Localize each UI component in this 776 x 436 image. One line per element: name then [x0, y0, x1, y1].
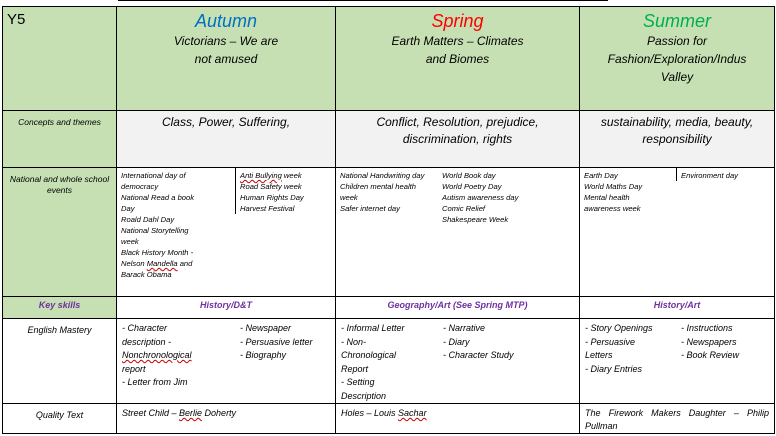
spring-concepts-line-1: Conflict, Resolution, prejudice, — [376, 115, 539, 129]
spring-topic-line-2: and Biomes — [425, 52, 490, 66]
event-item: Roald Dahl Day — [121, 215, 175, 224]
event-item — [240, 170, 333, 181]
english-item-spellcheck: Nonchronological — [122, 350, 192, 360]
spring-header — [336, 7, 580, 111]
english-item: - Biography — [240, 350, 287, 360]
english-item: - Character — [122, 323, 168, 333]
summer-topic-line-2: Fashion/Exploration/Indus — [607, 52, 747, 66]
summer-english-list-a — [580, 319, 676, 376]
event-item: Road Safety week — [240, 182, 302, 191]
autumn-quality-text — [117, 404, 336, 434]
event-item: Human Rights Day — [240, 193, 304, 202]
summer-english — [580, 319, 775, 404]
english-item: - Newspaper — [240, 323, 292, 333]
autumn-english — [117, 319, 336, 404]
event-item: World Maths Day — [584, 182, 643, 191]
event-item: Safer internet day — [340, 204, 400, 213]
events-label: National and whole school events — [3, 168, 117, 297]
autumn-key-skills: History/D&T — [117, 297, 336, 319]
spring-topic-line-1: Earth Matters – Climates — [391, 34, 524, 48]
english-item: - Setting — [341, 377, 375, 387]
event-item: National Read a book — [121, 193, 195, 202]
quality-text-line-1: The Firework Makers Daughter – Philip — [585, 408, 769, 418]
spring-title: Spring — [431, 11, 484, 31]
summer-concepts-line-1: sustainability, media, beauty, — [600, 115, 754, 129]
event-item: Shakespeare Week — [442, 215, 509, 224]
event-item: National Handwriting day — [340, 171, 425, 180]
english-item: - Diary — [443, 336, 470, 347]
spring-key-skills: Geography/Art (See Spring MTP) — [336, 297, 580, 319]
event-item: week — [340, 193, 358, 202]
event-item: World Poetry Day — [442, 182, 502, 191]
autumn-events-list-b — [235, 168, 335, 214]
summer-title: Summer — [642, 11, 711, 31]
curriculum-table — [2, 6, 775, 434]
event-item: Barack Obama — [121, 270, 172, 279]
quality-text-row — [3, 404, 775, 434]
summer-english-list-b — [676, 319, 774, 363]
event-item: Harvest Festival — [240, 204, 295, 213]
english-item: - Character Study — [443, 350, 514, 360]
spring-events — [336, 168, 580, 297]
event-item: Environment day — [681, 171, 738, 180]
event-text: and — [177, 259, 193, 268]
autumn-title: Autumn — [194, 11, 258, 31]
summer-quality-text — [580, 404, 775, 434]
english-item: - Narrative — [443, 323, 486, 333]
event-item: week — [121, 237, 139, 246]
english-item: - Story Openings — [585, 323, 653, 333]
quality-text-line-2: Pullman — [585, 421, 618, 431]
summer-topic-line-1: Passion for — [646, 34, 708, 48]
spring-english — [336, 319, 580, 404]
event-item: International day of — [121, 171, 186, 180]
quality-text-part: Holes – Louis — [341, 408, 399, 418]
english-item: report — [122, 363, 146, 374]
english-item: Description — [341, 390, 387, 401]
english-item: - Letter from Jim — [122, 377, 188, 387]
event-item: National Storytelling — [121, 226, 189, 235]
event-item: Autism awareness day — [442, 193, 519, 202]
event-item — [121, 258, 233, 269]
quality-text-spellcheck: Berlie — [179, 408, 203, 418]
english-item: description - — [122, 336, 172, 347]
spring-quality-text — [336, 404, 580, 434]
concepts-label: Concepts and themes — [3, 111, 117, 168]
spring-english-list-a — [336, 319, 438, 403]
event-text: Nelson — [121, 259, 147, 268]
event-text-spellcheck: Mandella — [146, 259, 178, 268]
summer-concepts-line-2: responsibility — [642, 132, 712, 146]
event-item: Mental health — [584, 193, 630, 202]
page-top-rule — [118, 0, 608, 1]
english-label: English Mastery — [3, 319, 117, 404]
english-item: - Newspapers — [681, 336, 737, 347]
summer-events-list-a — [580, 168, 676, 214]
english-item: - Diary Entries — [585, 363, 643, 374]
summer-events-list-b — [676, 168, 774, 181]
event-item: awareness week — [584, 204, 641, 213]
events-row — [3, 168, 775, 297]
summer-key-skills: History/Art — [580, 297, 775, 319]
english-item: - Persuasive letter — [240, 336, 313, 347]
english-item — [122, 349, 233, 363]
summer-header — [580, 7, 775, 111]
summer-concepts — [580, 111, 775, 168]
quality-text-part: Doherty — [202, 408, 237, 418]
event-item: Comic Relief — [442, 204, 486, 213]
english-item: - Book Review — [681, 350, 740, 360]
spring-english-list-b — [438, 319, 579, 363]
autumn-header — [117, 7, 336, 111]
summer-topic-line-3: Valley — [660, 70, 694, 84]
english-item: Letters — [585, 350, 613, 360]
header-row — [3, 7, 775, 111]
autumn-events-list-a — [117, 168, 235, 280]
quality-text-spellcheck: Sachar — [398, 408, 427, 418]
key-skills-row — [3, 297, 775, 319]
key-skills-label: Key skills — [3, 297, 117, 319]
quality-text-label: Quality Text — [3, 404, 117, 434]
event-item: Earth Day — [584, 171, 618, 180]
summer-events — [580, 168, 775, 297]
event-item: Black History Month - — [121, 248, 194, 257]
autumn-concepts-text: Class, Power, Suffering, — [161, 115, 291, 129]
english-item: Chronological — [341, 350, 397, 360]
autumn-events — [117, 168, 336, 297]
spring-events-list-b — [438, 168, 579, 225]
event-text-spellcheck: Anti Bullying — [240, 171, 282, 180]
english-item: - Informal Letter — [341, 323, 405, 333]
autumn-english-list-b — [235, 319, 335, 363]
spring-events-list-a — [336, 168, 438, 214]
autumn-topic-line-1: Victorians – We are — [173, 34, 279, 48]
year-cell: Y5 — [3, 7, 117, 111]
autumn-topic-line-2: not amused — [194, 52, 258, 66]
english-item: Report — [341, 363, 369, 374]
autumn-concepts — [117, 111, 336, 168]
event-item: World Book day — [442, 171, 496, 180]
autumn-english-list-a — [117, 319, 235, 390]
english-item: - Non- — [341, 336, 367, 347]
concepts-row — [3, 111, 775, 168]
english-item: - Instructions — [681, 323, 733, 333]
spring-concepts-line-2: discrimination, rights — [402, 132, 513, 146]
english-item: - Persuasive — [585, 336, 636, 347]
event-text: week — [281, 171, 302, 180]
event-item: democracy — [121, 182, 159, 191]
english-row — [3, 319, 775, 404]
quality-text-part: Street Child – — [122, 408, 180, 418]
event-item: Day — [121, 204, 135, 213]
event-item: Children mental health — [340, 182, 416, 191]
spring-concepts — [336, 111, 580, 168]
